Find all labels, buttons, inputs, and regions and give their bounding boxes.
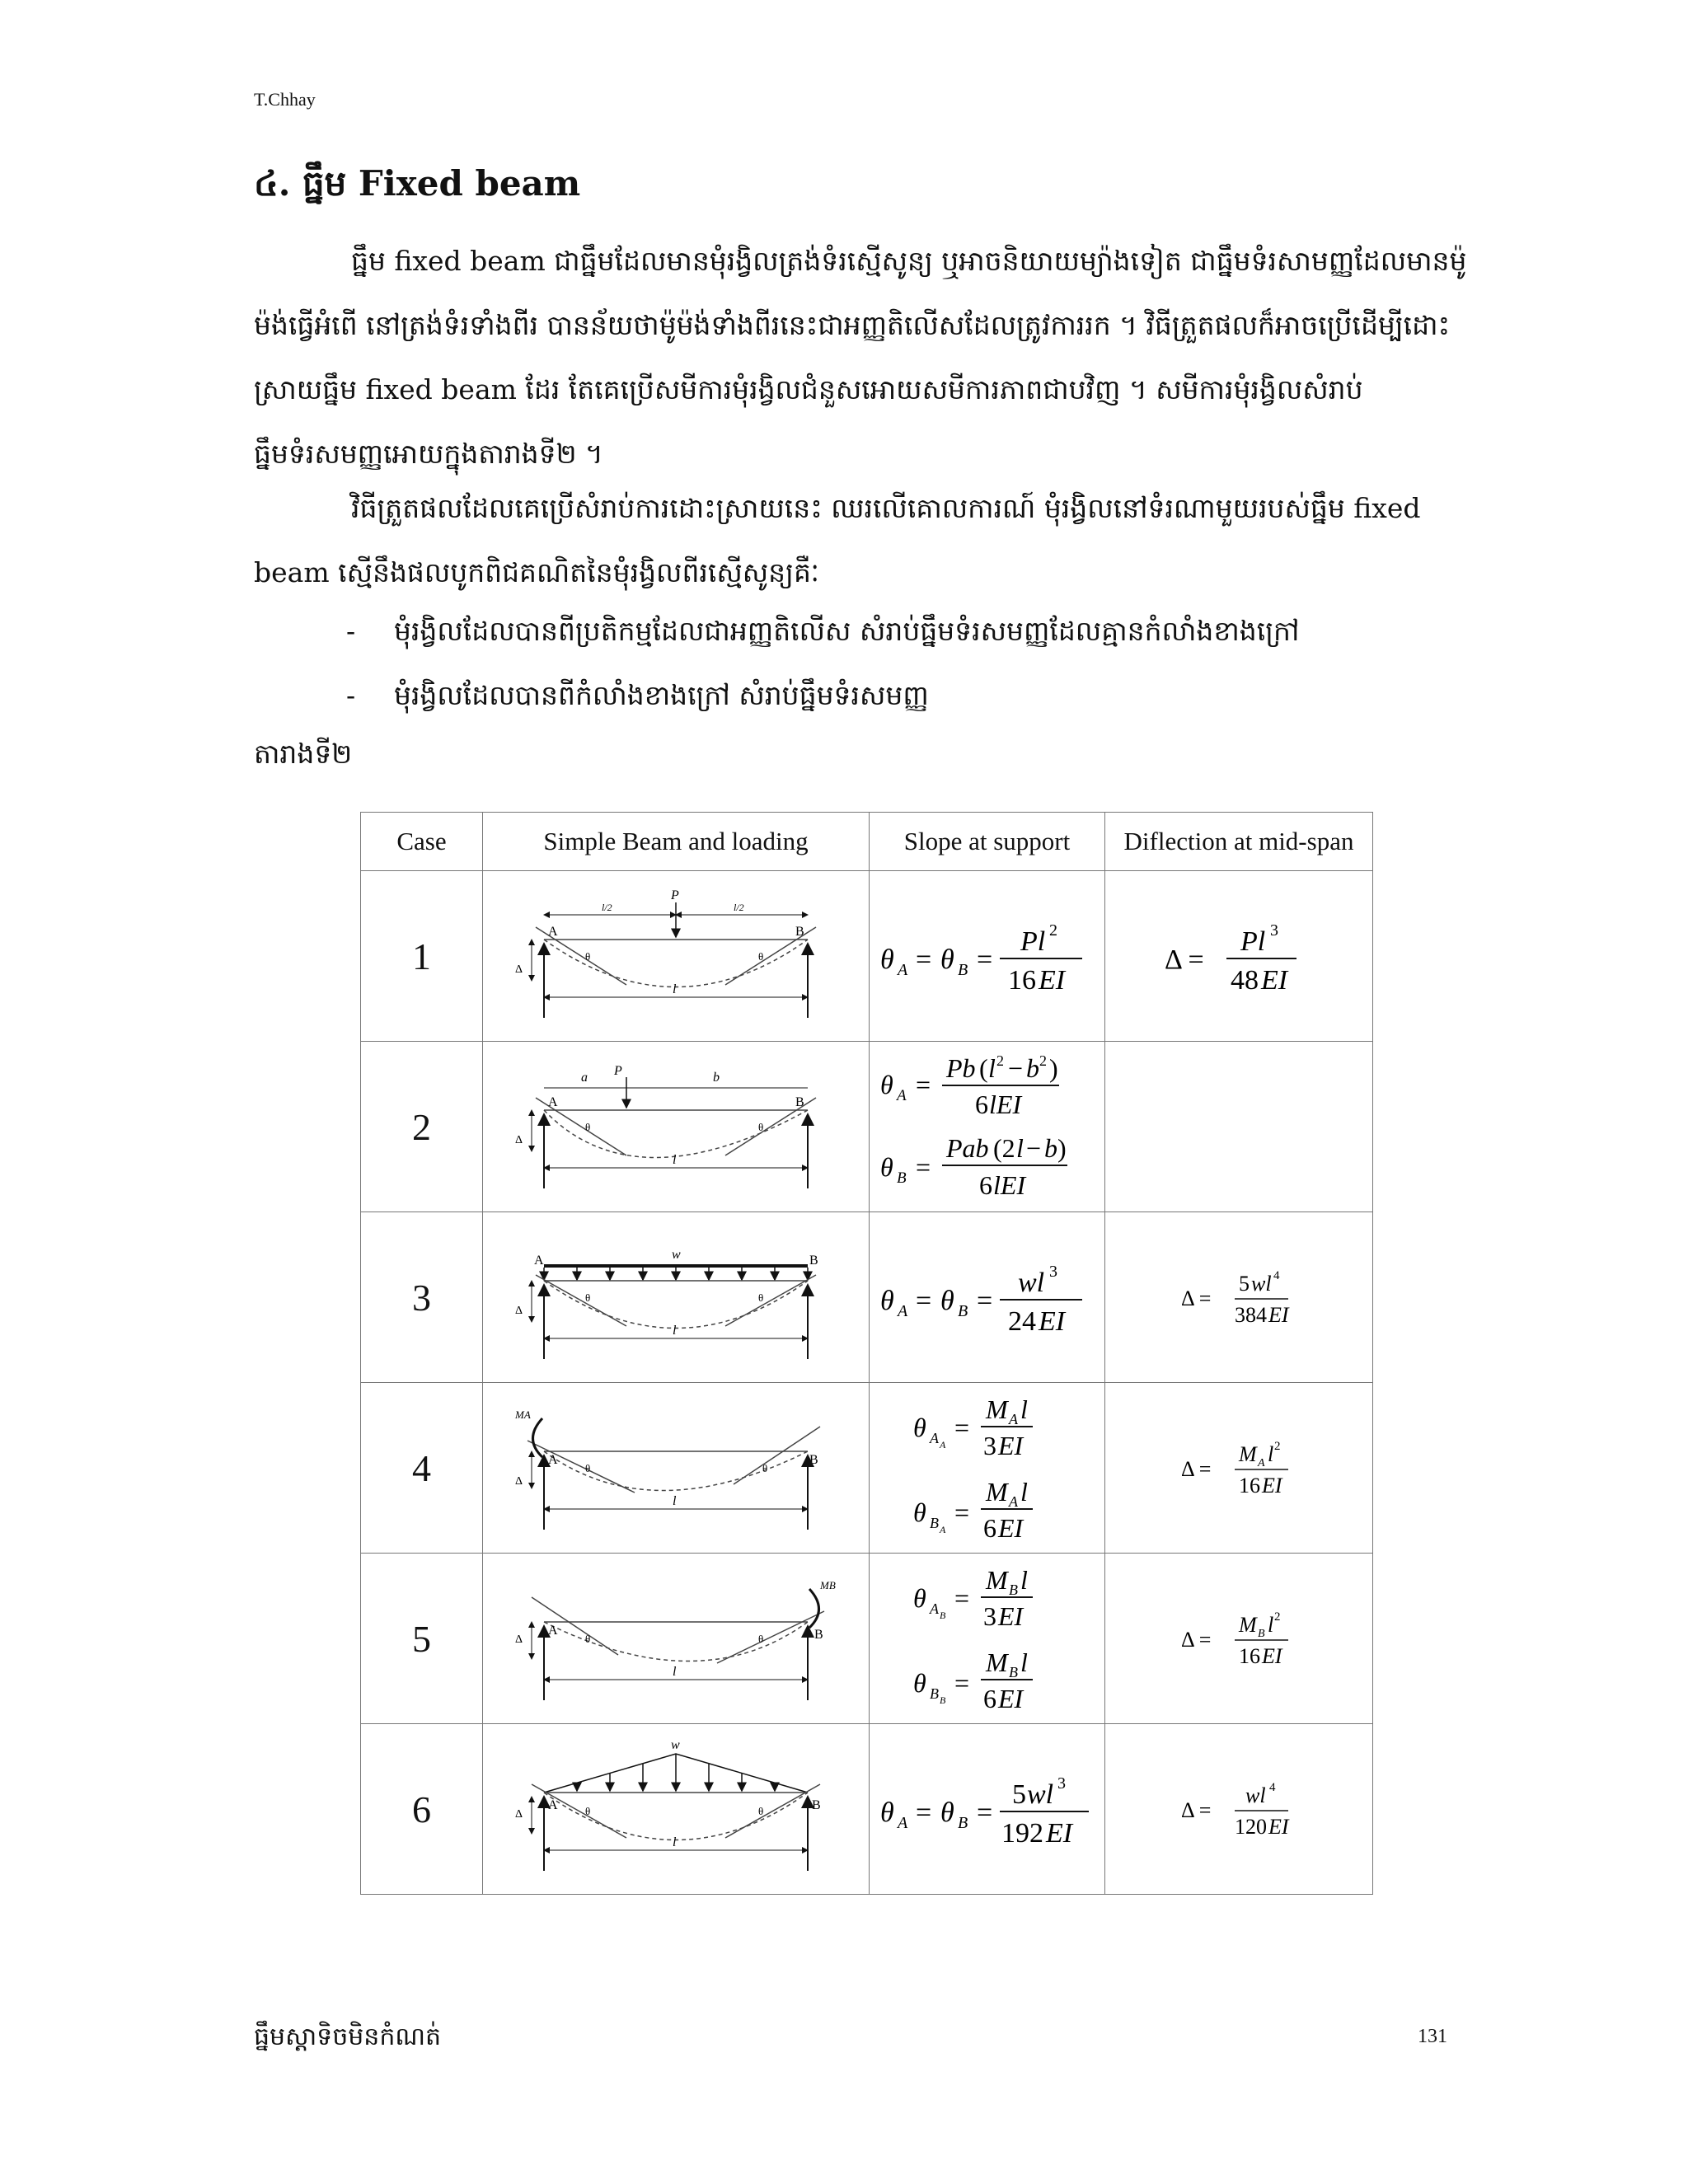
svg-text:EI: EI	[997, 1431, 1023, 1460]
svg-text:θ: θ	[912, 1583, 926, 1613]
svg-text:2: 2	[1274, 1610, 1281, 1624]
svg-text:48: 48	[1231, 965, 1259, 996]
table-row	[361, 1212, 1373, 1383]
label-l: l	[673, 1665, 677, 1679]
svg-text:wl: wl	[1245, 1783, 1266, 1807]
label-b: b	[713, 1071, 720, 1085]
svg-text:EI: EI	[997, 1601, 1023, 1631]
svg-text:θ: θ	[879, 1797, 894, 1828]
svg-text:A: A	[897, 961, 907, 979]
svg-text:θ: θ	[940, 1286, 954, 1316]
label-w: w	[672, 1248, 681, 1262]
svg-text:Pl: Pl	[1240, 926, 1266, 957]
beam-diagram-cell	[483, 1042, 870, 1212]
label-half: l/2	[734, 902, 744, 913]
label-l: l	[673, 1324, 677, 1338]
svg-text:EI: EI	[1045, 1818, 1072, 1849]
svg-text:M: M	[985, 1647, 1008, 1677]
bullet-mark: -	[346, 615, 356, 647]
svg-text:wl: wl	[1026, 1779, 1053, 1810]
deflection-formula	[1105, 1212, 1373, 1383]
svg-text:A: A	[939, 1439, 945, 1451]
case-number: 5	[361, 1554, 483, 1724]
svg-text:=: =	[954, 1413, 969, 1442]
svg-text:A: A	[929, 1601, 939, 1617]
label-delta: Δ	[515, 963, 523, 976]
label-delta: Δ	[515, 1808, 523, 1821]
label-P: P	[614, 1064, 622, 1078]
svg-text:6: 6	[978, 1170, 992, 1200]
svg-text:6: 6	[974, 1090, 988, 1119]
beam-diagram-cell	[483, 871, 870, 1042]
label-l: l	[673, 1494, 677, 1508]
table-row	[361, 1042, 1373, 1212]
footer-title: ធ្នឹមស្តាទិចមិនកំណត់	[254, 2022, 442, 2051]
case-number: 2	[361, 1042, 483, 1212]
svg-text:EI: EI	[1268, 1815, 1289, 1839]
beam-diagram-cell	[483, 1383, 870, 1554]
label-B: B	[795, 925, 804, 939]
svg-text:3: 3	[1048, 1263, 1057, 1281]
label-theta-A: θ	[585, 1291, 591, 1304]
svg-text:M: M	[985, 1477, 1008, 1507]
beam-diagram-case-3	[511, 1227, 841, 1367]
svg-text:Pb: Pb	[945, 1053, 976, 1083]
svg-text:=: =	[915, 944, 931, 975]
label-theta-A: θ	[585, 950, 591, 963]
beam-diagram-case-6	[511, 1739, 841, 1879]
header-slope: Slope at support	[870, 813, 1105, 871]
svg-text:3: 3	[982, 1601, 996, 1631]
bullet-text: មុំរង្វិលដែលបានពីប្រតិកម្មដែលជាអញ្ញតិលើស សំរាប់ធ្នឹមទំរសមញ្ញដែលគ្មានកំលាំងខាងក្រៅ	[394, 615, 1300, 647]
header-deflection: Diflection at mid-span	[1105, 813, 1373, 871]
svg-text:4: 4	[1273, 1269, 1280, 1282]
svg-text:lEI: lEI	[992, 1170, 1025, 1200]
svg-text:A: A	[929, 1430, 939, 1446]
svg-text:wl: wl	[1017, 1268, 1044, 1298]
svg-text:l: l	[1268, 1613, 1274, 1637]
svg-text:θ: θ	[940, 944, 954, 975]
svg-text:θ: θ	[879, 944, 894, 975]
svg-text:B: B	[957, 1302, 968, 1320]
case-number: 4	[361, 1383, 483, 1554]
label-A: A	[548, 1624, 558, 1638]
svg-text:=: =	[915, 1797, 931, 1828]
svg-text:A: A	[939, 1524, 945, 1535]
svg-text:6: 6	[982, 1684, 996, 1713]
svg-text:M: M	[985, 1394, 1008, 1424]
svg-text:384: 384	[1235, 1303, 1267, 1327]
beam-diagram-case-5	[511, 1568, 841, 1708]
svg-text:Pab: Pab	[945, 1133, 989, 1163]
section-title: ៤. ធ្នឹម Fixed beam	[254, 163, 581, 204]
label-l: l	[673, 1153, 677, 1167]
table-row	[361, 1724, 1373, 1895]
svg-text:Δ =: Δ =	[1165, 944, 1204, 975]
svg-text:θ: θ	[912, 1668, 926, 1698]
label-theta-A: θ	[585, 1633, 591, 1645]
svg-text:wl: wl	[1251, 1272, 1272, 1296]
svg-text:120: 120	[1235, 1815, 1267, 1839]
label-theta-B: θ	[758, 950, 764, 963]
paragraph-1-text: ធ្នឹម fixed beam ជាធ្នឹមដែលមានមុំរង្វិលត្រង់ទំរស្មើសូន្យ ឬអាចនិយាយម្យ៉ាងទៀត ជាធ្នឹមទំរសាមញ្ញដែលមានម៉ូម៉ង់ធ្វើអំពើ នៅត្រង់ទំរទាំងពីរ បានន័យថាម៉ូម៉ង់ទាំងពីរនេះជាអញ្ញតិលើសដែលត្រូវការរក ។ វិធីត្រួតផលក៏អាចប្រើដើម្បីដោះស្រាយធ្នឹម fixed beam ដែរ តែគេប្រើសមីការមុំរង្វិលជំនួសអោយសមីការភាពជាបវិញ ។ សមីការមុំរង្វិលសំរាប់ធ្នឹមទំរសមញ្ញអោយក្នុងតារាងទី២ ។	[254, 245, 1467, 470]
label-l: l	[673, 1835, 677, 1849]
label-theta-B: θ	[758, 1805, 764, 1817]
svg-text:Δ =: Δ =	[1181, 1457, 1212, 1481]
svg-text:A: A	[1008, 1493, 1018, 1510]
svg-text:EI: EI	[1268, 1303, 1289, 1327]
svg-text:−: −	[1007, 1053, 1023, 1083]
svg-text:=: =	[915, 1286, 931, 1316]
svg-text:M: M	[1239, 1442, 1257, 1466]
svg-text:): )	[1057, 1133, 1067, 1163]
svg-text:B: B	[1258, 1628, 1265, 1640]
beam-diagram-cell	[483, 1724, 870, 1895]
svg-text:EI: EI	[997, 1684, 1023, 1713]
header-beam-loading: Simple Beam and loading	[483, 813, 870, 871]
table-header-row	[361, 813, 1373, 871]
slope-formula	[870, 1212, 1105, 1383]
svg-text:=: =	[954, 1668, 969, 1698]
label-delta: Δ	[515, 1633, 523, 1646]
svg-text:B: B	[929, 1685, 939, 1702]
svg-text:l: l	[987, 1053, 996, 1083]
label-theta-B: θ	[758, 1291, 764, 1304]
svg-text:EI: EI	[1261, 965, 1288, 996]
svg-text:A: A	[896, 1087, 907, 1104]
label-A: A	[548, 1798, 558, 1812]
label-half: l/2	[602, 902, 612, 913]
label-l: l	[673, 982, 677, 996]
svg-text:B: B	[896, 1169, 907, 1187]
svg-text:=: =	[976, 1797, 992, 1828]
svg-text:B: B	[1008, 1664, 1018, 1680]
svg-text:=: =	[954, 1497, 969, 1527]
label-w: w	[671, 1739, 680, 1752]
svg-text:16: 16	[1239, 1474, 1260, 1497]
svg-text:Δ =: Δ =	[1181, 1286, 1212, 1310]
deflection-formula	[1105, 1724, 1373, 1895]
paragraph-2-text: វិធីត្រួតផលដែលគេប្រើសំរាប់ការដោះស្រាយនេះ ឈរលើគោលការណ៍ មុំរង្វិលនៅទំរណាមួយរបស់ធ្នឹម fixed beam ស្មើនឹងផលបូកពិជគណិតនៃមុំរង្វិលពីរស្មើសូន្យគឺៈ	[254, 492, 1421, 588]
svg-text:(: (	[978, 1053, 988, 1083]
svg-text:A: A	[1008, 1411, 1018, 1427]
label-MB: MB	[820, 1579, 836, 1591]
svg-text:EI: EI	[1038, 965, 1065, 996]
label-delta: Δ	[515, 1134, 523, 1146]
label-A: A	[548, 1095, 558, 1109]
svg-text:M: M	[985, 1565, 1008, 1595]
deflection-formula-empty	[1105, 1042, 1373, 1212]
svg-text:b: b	[1025, 1053, 1039, 1083]
svg-text:(2: (2	[992, 1133, 1015, 1163]
svg-text:3: 3	[1270, 921, 1278, 940]
svg-text:EI: EI	[1262, 1474, 1282, 1497]
svg-text:B: B	[957, 961, 968, 979]
svg-text:=: =	[976, 1286, 992, 1316]
svg-text:B: B	[939, 1610, 945, 1621]
svg-text:Δ =: Δ =	[1181, 1798, 1212, 1822]
beam-diagram-case-2	[511, 1057, 841, 1197]
svg-text:l: l	[1268, 1442, 1274, 1466]
svg-text:5: 5	[1011, 1779, 1026, 1810]
label-a: a	[581, 1071, 588, 1085]
svg-text:l: l	[1020, 1477, 1028, 1507]
svg-text:Pl: Pl	[1020, 926, 1045, 957]
table-row	[361, 1554, 1373, 1724]
svg-text:l: l	[1020, 1394, 1028, 1424]
slope-formula	[870, 1554, 1105, 1724]
beam-diagram-case-4	[511, 1398, 841, 1538]
svg-text:B: B	[929, 1515, 939, 1531]
svg-text:2: 2	[1274, 1440, 1281, 1453]
svg-text:lEI: lEI	[988, 1090, 1021, 1119]
svg-text:θ: θ	[912, 1497, 926, 1527]
deflection-formula	[1105, 1383, 1373, 1554]
label-B: B	[809, 1254, 818, 1268]
svg-text:16: 16	[1239, 1644, 1260, 1668]
bullet-item-1	[346, 615, 1299, 654]
label-A: A	[548, 925, 558, 939]
deflection-formula	[1105, 871, 1373, 1042]
label-theta-B: θ	[762, 1462, 768, 1474]
svg-text:=: =	[954, 1583, 969, 1613]
svg-text:4: 4	[1269, 1781, 1276, 1794]
slope-formula	[870, 871, 1105, 1042]
svg-text:=: =	[915, 1152, 931, 1182]
label-B: B	[814, 1628, 823, 1642]
beam-diagram-cell	[483, 1554, 870, 1724]
label-A: A	[534, 1254, 544, 1268]
label-B: B	[795, 1095, 804, 1109]
svg-text:2: 2	[996, 1052, 1004, 1069]
bullet-item-2	[346, 679, 929, 719]
svg-text:): )	[1048, 1053, 1058, 1083]
slope-formula	[870, 1383, 1105, 1554]
svg-text:3: 3	[982, 1431, 996, 1460]
case-number: 1	[361, 871, 483, 1042]
svg-text:2: 2	[1048, 921, 1057, 940]
beam-cases-table	[360, 812, 1373, 1895]
svg-text:=: =	[976, 944, 992, 975]
svg-text:16: 16	[1007, 965, 1036, 996]
label-theta-B: θ	[758, 1633, 764, 1645]
svg-text:A: A	[897, 1302, 907, 1320]
label-B: B	[809, 1453, 818, 1467]
table-caption: តារាងទី២	[254, 738, 353, 770]
page-number: 131	[1418, 2026, 1447, 2047]
label-B: B	[812, 1798, 821, 1812]
paragraph-2	[254, 476, 1474, 605]
slope-formula	[870, 1042, 1105, 1212]
bullet-text: មុំរង្វិលដែលបានពីកំលាំងខាងក្រៅ សំរាប់ធ្នឹមទំរសមញ្ញ	[394, 679, 929, 711]
svg-text:B: B	[957, 1814, 968, 1832]
header-case: Case	[361, 813, 483, 871]
svg-text:b: b	[1043, 1133, 1057, 1163]
beam-diagram-cell	[483, 1212, 870, 1383]
svg-text:5: 5	[1239, 1272, 1250, 1296]
svg-text:θ: θ	[879, 1070, 893, 1099]
label-delta: Δ	[515, 1475, 523, 1488]
label-theta-B: θ	[758, 1121, 764, 1133]
table-row	[361, 871, 1373, 1042]
case-number: 3	[361, 1212, 483, 1383]
svg-text:3: 3	[1057, 1774, 1066, 1793]
svg-text:l: l	[1015, 1133, 1024, 1163]
beam-diagram-case-1	[511, 886, 841, 1026]
svg-text:EI: EI	[1038, 1306, 1065, 1337]
label-A: A	[548, 1453, 558, 1467]
svg-text:6: 6	[982, 1513, 996, 1543]
svg-text:192: 192	[1001, 1818, 1043, 1849]
label-theta-A: θ	[585, 1462, 591, 1474]
label-delta: Δ	[515, 1305, 523, 1317]
label-theta-A: θ	[585, 1805, 591, 1817]
svg-text:−: −	[1025, 1133, 1041, 1163]
label-theta-A: θ	[585, 1121, 591, 1133]
svg-text:M: M	[1239, 1613, 1257, 1637]
running-header: T.Chhay	[254, 89, 316, 110]
deflection-formula	[1105, 1554, 1373, 1724]
label-MA: MA	[515, 1408, 531, 1421]
svg-text:θ: θ	[912, 1413, 926, 1442]
svg-text:θ: θ	[940, 1797, 954, 1828]
svg-text:24: 24	[1007, 1306, 1036, 1337]
svg-text:θ: θ	[879, 1152, 893, 1182]
svg-text:EI: EI	[1262, 1644, 1282, 1668]
slope-formula	[870, 1724, 1105, 1895]
svg-text:l: l	[1020, 1647, 1028, 1677]
svg-text:B: B	[939, 1694, 945, 1706]
svg-text:EI: EI	[997, 1513, 1023, 1543]
svg-text:θ: θ	[879, 1286, 894, 1316]
paragraph-1	[254, 229, 1474, 486]
svg-text:B: B	[1008, 1582, 1018, 1598]
table-row	[361, 1383, 1373, 1554]
bullet-mark: -	[346, 679, 356, 711]
svg-text:A: A	[1258, 1457, 1265, 1469]
svg-text:A: A	[897, 1814, 907, 1832]
case-number: 6	[361, 1724, 483, 1895]
svg-text:l: l	[1020, 1565, 1028, 1595]
label-P: P	[671, 888, 679, 902]
svg-text:2: 2	[1039, 1052, 1047, 1069]
svg-text:=: =	[915, 1070, 931, 1099]
svg-text:Δ =: Δ =	[1181, 1628, 1212, 1652]
